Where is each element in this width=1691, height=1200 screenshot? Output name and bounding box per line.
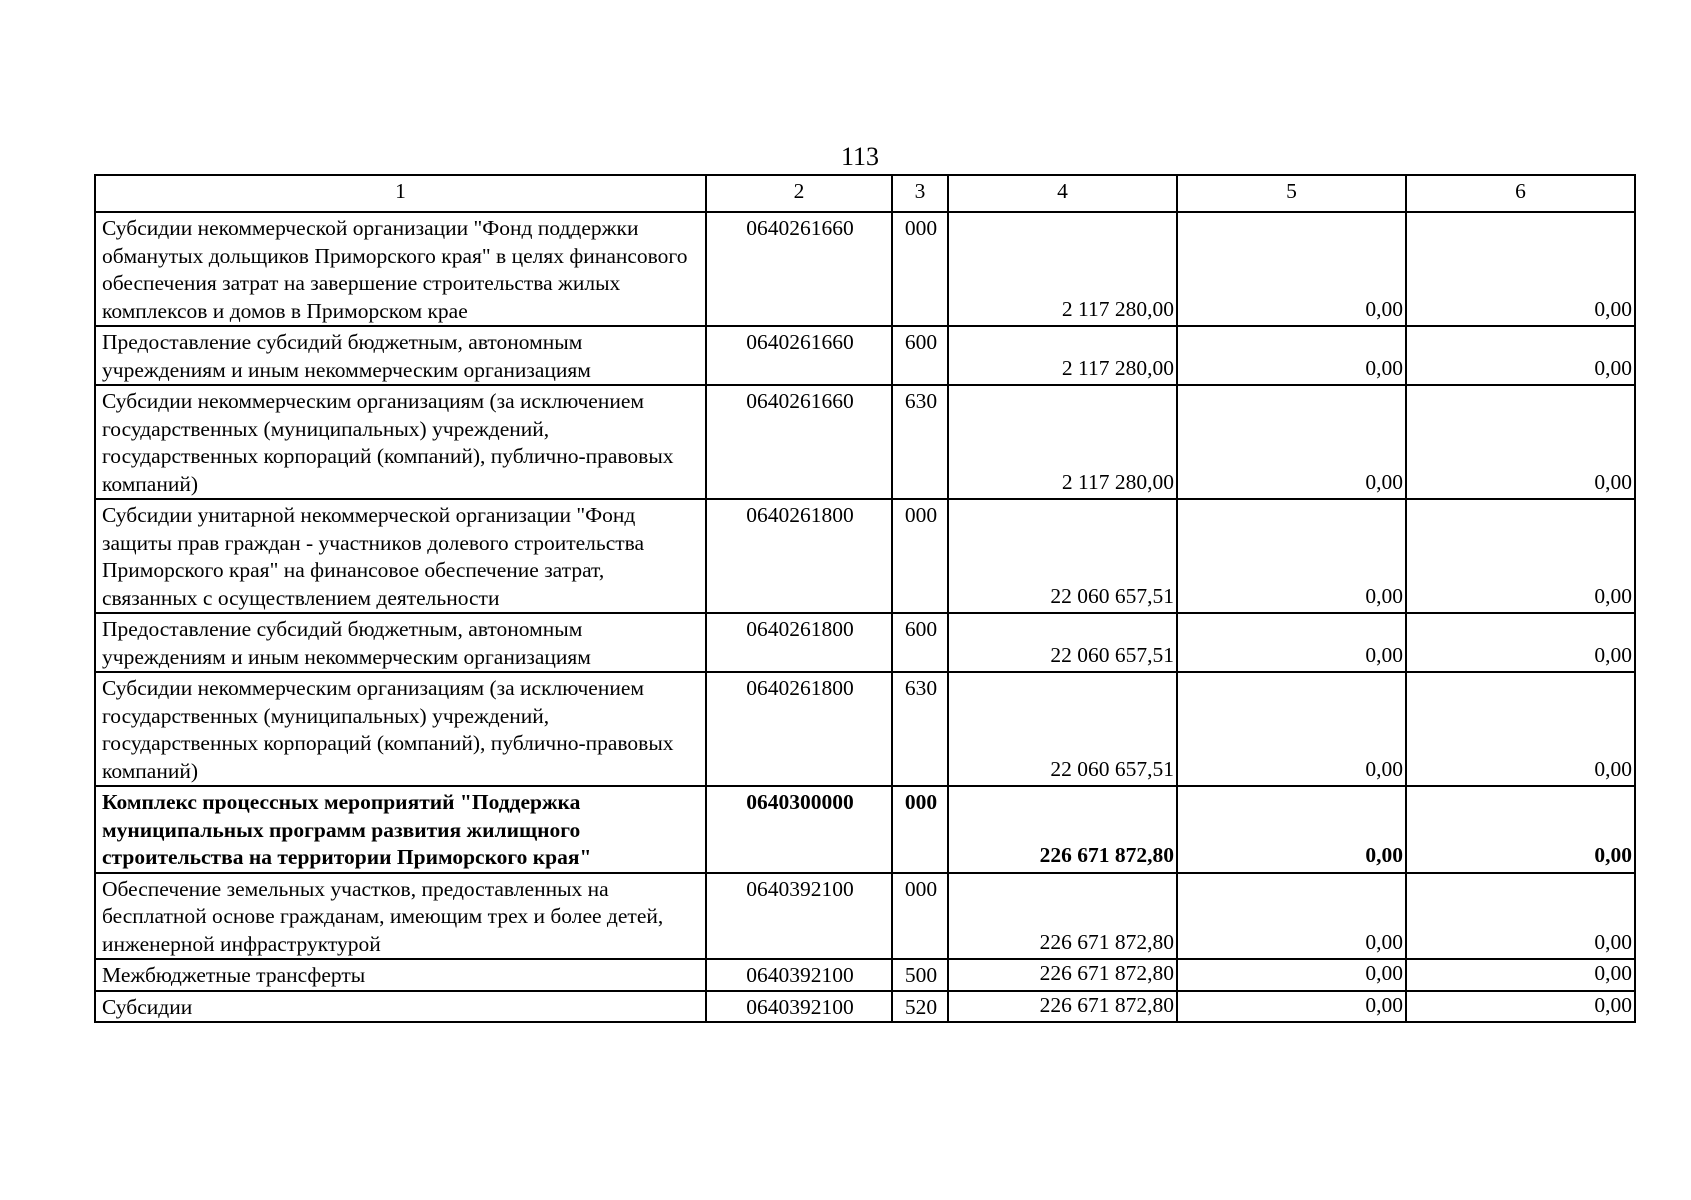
column-header: 5 (1177, 175, 1406, 212)
row-amount-col4: 22 060 657,51 (948, 672, 1177, 786)
row-code-cell: 0640392100 (706, 991, 892, 1023)
row-code-cell: 0640261800 (706, 613, 892, 672)
row-amount-col6: 0,00 (1406, 959, 1635, 991)
row-amount-col4: 226 671 872,80 (948, 959, 1177, 991)
row-amount-col5: 0,00 (1177, 672, 1406, 786)
row-name-cell: Предоставление субсидий бюджетным, автономным учреждениям и иным некоммерческим организациям (95, 326, 706, 385)
row-name-cell: Субсидии некоммерческим организациям (за исключением государственных (муниципальных) учреждений, государственных корпораций (компаний), публично-правовых компаний) (95, 385, 706, 499)
row-amount-col4: 22 060 657,51 (948, 499, 1177, 613)
row-type-cell: 630 (892, 385, 948, 499)
row-name-cell: Межбюджетные трансферты (95, 959, 706, 991)
row-amount-col5: 0,00 (1177, 212, 1406, 326)
row-amount-col4: 22 060 657,51 (948, 613, 1177, 672)
row-type-cell: 000 (892, 499, 948, 613)
row-name-cell: Субсидии унитарной некоммерческой организации "Фонд защиты прав граждан - участников долевого строительства Приморского края" на финансовое обеспечение затрат, связанных с осуществлением деятельности (95, 499, 706, 613)
row-name-cell: Субсидии некоммерческим организациям (за исключением государственных (муниципальных) учреждений, государственных корпораций (компаний), публично-правовых компаний) (95, 672, 706, 786)
row-name-cell: Обеспечение земельных участков, предоставленных на бесплатной основе гражданам, имеющим трех и более детей, инженерной инфраструктурой (95, 873, 706, 960)
row-amount-col5: 0,00 (1177, 786, 1406, 873)
row-amount-col5: 0,00 (1177, 873, 1406, 960)
row-type-cell: 000 (892, 212, 948, 326)
column-header: 4 (948, 175, 1177, 212)
row-amount-col4: 2 117 280,00 (948, 212, 1177, 326)
row-amount-col4: 2 117 280,00 (948, 385, 1177, 499)
row-amount-col6: 0,00 (1406, 326, 1635, 385)
row-amount-col5: 0,00 (1177, 991, 1406, 1023)
table-row (95, 786, 1635, 873)
row-type-cell: 630 (892, 672, 948, 786)
row-amount-col6: 0,00 (1406, 786, 1635, 873)
row-type-cell: 000 (892, 873, 948, 960)
row-name-cell: Субсидии некоммерческой организации "Фонд поддержки обманутых дольщиков Приморского края" в целях финансового обеспечения затрат на завершение строительства жилых комплексов и домов в Приморском крае (95, 212, 706, 326)
row-amount-col4: 226 671 872,80 (948, 786, 1177, 873)
row-amount-col6: 0,00 (1406, 991, 1635, 1023)
row-type-cell: 600 (892, 326, 948, 385)
table-row (95, 499, 1635, 613)
row-name-cell: Субсидии (95, 991, 706, 1023)
row-code-cell: 0640261660 (706, 385, 892, 499)
budget-table (94, 174, 1636, 1023)
row-type-cell: 600 (892, 613, 948, 672)
table-row (95, 385, 1635, 499)
row-code-cell: 0640261800 (706, 499, 892, 613)
row-name-cell: Предоставление субсидий бюджетным, автономным учреждениям и иным некоммерческим организациям (95, 613, 706, 672)
table-row (95, 873, 1635, 960)
row-amount-col4: 226 671 872,80 (948, 991, 1177, 1023)
row-amount-col6: 0,00 (1406, 873, 1635, 960)
table-row (95, 212, 1635, 326)
row-amount-col6: 0,00 (1406, 385, 1635, 499)
row-amount-col5: 0,00 (1177, 385, 1406, 499)
row-amount-col6: 0,00 (1406, 212, 1635, 326)
row-code-cell: 0640300000 (706, 786, 892, 873)
page-number: 113 (840, 142, 880, 171)
row-code-cell: 0640392100 (706, 959, 892, 991)
table-header-row (95, 175, 1635, 212)
row-amount-col5: 0,00 (1177, 613, 1406, 672)
row-name-cell: Комплекс процессных мероприятий "Поддержка муниципальных программ развития жилищного строительства на территории Приморского края" (95, 786, 706, 873)
row-type-cell: 500 (892, 959, 948, 991)
row-type-cell: 520 (892, 991, 948, 1023)
row-amount-col6: 0,00 (1406, 613, 1635, 672)
table-row (95, 959, 1635, 991)
row-code-cell: 0640261800 (706, 672, 892, 786)
table-row (95, 326, 1635, 385)
row-code-cell: 0640261660 (706, 212, 892, 326)
column-header: 3 (892, 175, 948, 212)
row-amount-col4: 226 671 872,80 (948, 873, 1177, 960)
row-amount-col5: 0,00 (1177, 326, 1406, 385)
row-code-cell: 0640392100 (706, 873, 892, 960)
row-amount-col6: 0,00 (1406, 672, 1635, 786)
row-amount-col5: 0,00 (1177, 499, 1406, 613)
column-header: 1 (95, 175, 706, 212)
table-row (95, 613, 1635, 672)
row-amount-col5: 0,00 (1177, 959, 1406, 991)
table-row (95, 672, 1635, 786)
table-row (95, 991, 1635, 1023)
row-amount-col4: 2 117 280,00 (948, 326, 1177, 385)
column-header: 2 (706, 175, 892, 212)
row-amount-col6: 0,00 (1406, 499, 1635, 613)
row-type-cell: 000 (892, 786, 948, 873)
column-header: 6 (1406, 175, 1635, 212)
row-code-cell: 0640261660 (706, 326, 892, 385)
